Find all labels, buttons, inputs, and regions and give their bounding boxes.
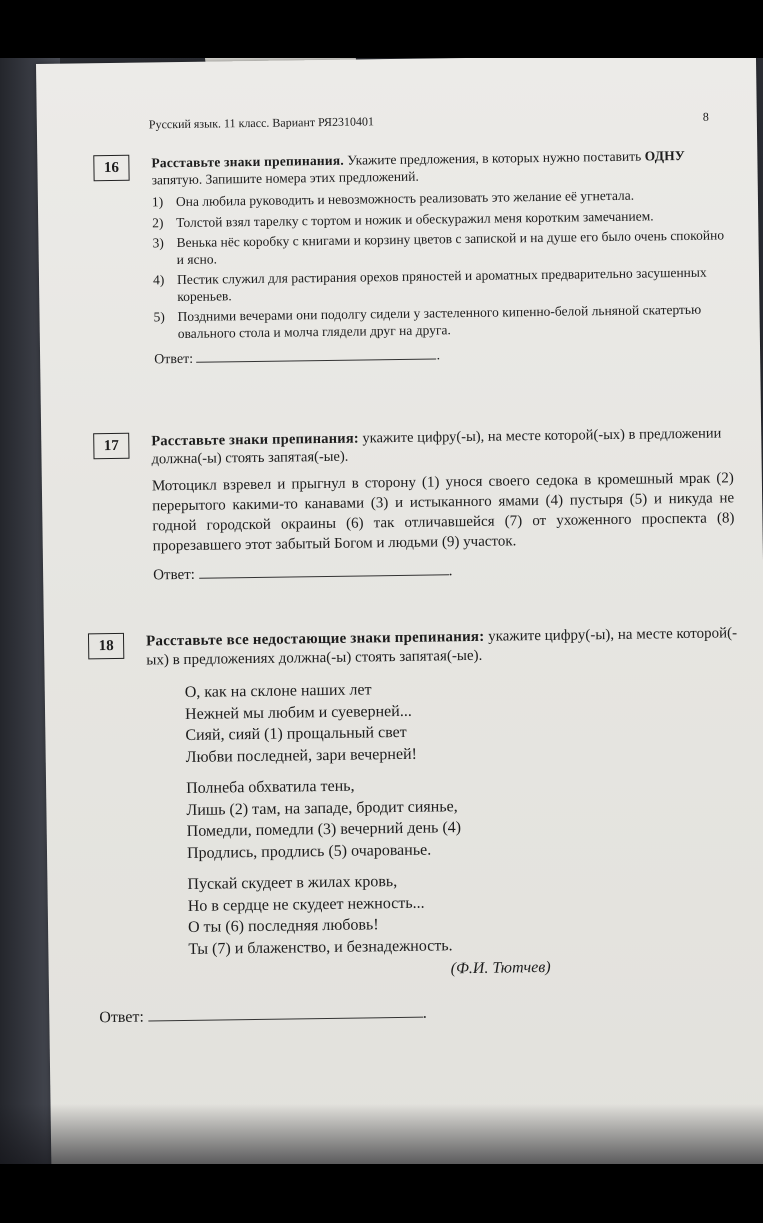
answer-row (153, 556, 735, 584)
exam-page (36, 58, 763, 1164)
answer-row (99, 998, 753, 1027)
item-text: Поздними вечерами они подолгу сидели у застеленного кипенно-белой льняной скатертью овального стола и молча глядели друг на друга. (177, 301, 702, 341)
poem-line: Лишь (2) там, на западе, бродит сиянье, (186, 797, 458, 819)
item-text: Толстой взял тарелку с тортом и ножик и обескуражил меня коротким замечанием. (176, 207, 654, 230)
photo-background (0, 58, 763, 1164)
poem-line: Но в сердце не скудеет нежность... (187, 894, 425, 915)
answer-period: . (448, 563, 453, 580)
poem-line: Любви последней, зари вечерней! (185, 745, 418, 766)
item-number: 5) (153, 309, 165, 325)
page-header (149, 110, 709, 133)
answer-line[interactable] (196, 344, 436, 362)
task-18-instruction (146, 624, 748, 670)
page-number: 8 (702, 109, 709, 124)
item-number: 2) (152, 214, 164, 230)
task-number-box: 17 (93, 433, 129, 460)
poem-line: Помедли, помедли (3) вечерний день (4) (186, 819, 462, 840)
task-16-instruction (151, 146, 733, 188)
task-number-box: 16 (93, 155, 129, 182)
instruction-text: укажите цифру(-ы), на месте которой(-ых) в предложении должна(-ы) стоять запятая(-ые). (151, 425, 722, 468)
instruction-bold: Расставьте все недостающие знаки препинания: (145, 628, 485, 650)
poem-stanza (187, 866, 752, 960)
task-17-body (151, 424, 735, 584)
task-18-body (146, 624, 753, 984)
poem-stanza (186, 770, 751, 864)
task-17-instruction (151, 424, 733, 468)
answer-label: Ответ: (153, 566, 196, 584)
instruction-text: Укажите предложения, в которых нужно поставить (343, 148, 645, 168)
list-item (153, 264, 735, 305)
task-16-body (151, 146, 736, 368)
task-18 (88, 624, 753, 1027)
poem-line: Пускай скудеет в жилах кровь, (187, 873, 398, 893)
answer-row (154, 340, 736, 368)
list-item (153, 301, 735, 342)
poem-stanza (185, 674, 750, 768)
instruction-text-end: запятую. Запишите номера этих предложений. (151, 168, 419, 188)
answer-line[interactable] (148, 1002, 423, 1021)
poem-line: Ты (7) и блаженство, и безнадежность. (188, 936, 453, 958)
instruction-bold: Расставьте знаки препинания. (151, 152, 345, 171)
item-text: Она любила руководить и невозможность реализовать это желание её угнетала. (175, 187, 635, 210)
answer-label: Ответ: (99, 1008, 144, 1026)
poem-line: Нежней мы любим и суеверней... (184, 702, 412, 723)
instruction-bold: Расставьте знаки препинания: (151, 430, 359, 450)
item-number: 1) (151, 194, 164, 210)
poem-line: Сияй, сияй (1) прощальный свет (185, 723, 407, 744)
instruction-text: укажите цифру(-ы), на месте которой(-ых) в предложениях должна(-ы) стоять запятая(-ые). (146, 625, 738, 669)
task-number-box: 18 (88, 633, 124, 660)
item-number: 3) (152, 235, 164, 251)
answer-label: Ответ: (154, 351, 194, 368)
poem-author: (Ф.И. Тютчев) (450, 958, 551, 978)
header-title: Русский язык. 11 класс. Вариант РЯ2310401 (148, 114, 375, 132)
answer-period: . (436, 348, 441, 364)
item-text: Пестик служил для растирания орехов пряностей и ароматных предварительно засушенных кореньев. (176, 264, 707, 304)
list-item (152, 227, 734, 268)
poem-line: Продлись, продлись (5) очарованье. (186, 841, 432, 862)
poem-line: О, как на склоне наших лет (184, 681, 372, 701)
poem-line: О ты (6) последняя любовь! (187, 916, 379, 936)
answer-line[interactable] (199, 560, 449, 578)
task-17 (93, 424, 735, 585)
poem (185, 674, 753, 983)
answer-period: . (422, 1004, 427, 1022)
instruction-emphasis: ОДНУ (644, 147, 686, 164)
item-number: 4) (152, 272, 165, 288)
task-17-sentence: Мотоцикл взревел и прыгнул в сторону (1) унося своего седока в кромешный мрак (2) перерытого какими-то канавами (3) и истыканного ямами (4) пустыря (5) и никуда не годной городской окраины (6) так отличавшейся (7) от ухоженного проспекта (8) прорезавшего этот забытый Богом и людьми (9) участок. (151, 470, 735, 555)
poem-line: Полнеба обхватила тень, (186, 777, 355, 797)
sentence-list (152, 186, 736, 342)
task-16 (93, 146, 736, 369)
item-text: Венька нёс коробку с книгами и корзину цветов с запиской и на душе его было очень спокойно и ясно. (176, 227, 725, 267)
